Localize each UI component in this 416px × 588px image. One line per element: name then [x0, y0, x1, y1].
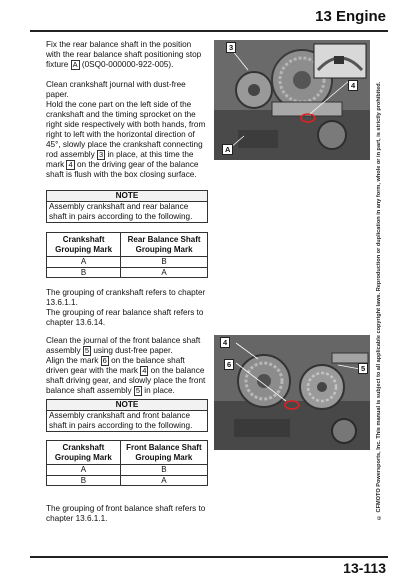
section1-step2: Clean crankshaft journal with dust-free paper. [46, 80, 186, 99]
copyright-notice: © CFMOTO Powersports, Inc. This manual is subject to all applicable copyright laws. Reproduction or duplication in any form, whole or in part, is strictly prohibited. [376, 81, 382, 520]
page-number: 13-113 [343, 560, 386, 576]
section2-text [46, 336, 208, 396]
step-text: in place. [144, 386, 175, 395]
section2-step1 [46, 336, 208, 356]
engine-photo-illustration [214, 40, 370, 160]
table-row [47, 465, 208, 476]
callout-label: 4 [220, 337, 230, 348]
callout-ref: 5 [84, 346, 90, 355]
table-cell: B [47, 267, 121, 278]
section1-step1 [46, 40, 208, 70]
callout-label: 3 [226, 42, 236, 53]
grouping-note: The grouping of front balance shaft refers to chapter 13.6.1.1. [46, 504, 206, 523]
table-row [47, 475, 208, 486]
note-title: NOTE [47, 191, 207, 202]
section1-text [46, 40, 208, 180]
step-text: in place, at this time the mark [46, 150, 194, 169]
callout-label: 5 [358, 363, 368, 374]
figure-crankshaft-install [214, 40, 370, 160]
callout-ref: 6 [102, 356, 107, 365]
section1-grouping-text [46, 288, 208, 328]
note-box [46, 399, 208, 432]
table-cell: A [120, 475, 207, 486]
table-cell: A [47, 257, 121, 268]
section2-step2 [46, 356, 208, 396]
table-row [47, 257, 208, 268]
section2-grouping-text [46, 504, 208, 524]
table-row [47, 267, 208, 278]
table-cell: A [47, 465, 121, 476]
table-header-row [47, 441, 208, 465]
grouping-note: The grouping of crankshaft refers to chapter 13.6.1.1. [46, 288, 206, 307]
table-header-row [47, 233, 208, 257]
table-cell: B [121, 257, 208, 268]
table-header: Crankshaft Grouping Mark [47, 441, 121, 465]
callout-ref: 3 [98, 150, 104, 159]
step-text: on the balance shaft driven gear with the mark [46, 356, 185, 375]
grouping-table [46, 440, 208, 486]
step-text: Align the mark [46, 356, 99, 365]
step-text: Fix the rear balance shaft in the position with the rear balance shaft positioning stop fixture [46, 40, 202, 69]
header-rule [30, 30, 388, 32]
note-title: NOTE [47, 400, 207, 411]
callout-ref: 5 [135, 386, 141, 395]
callout-ref: 4 [68, 160, 73, 169]
step-text: using dust-free paper. [93, 346, 173, 355]
callout-ref: A [72, 60, 78, 69]
note-box [46, 190, 208, 223]
table-header: Rear Balance Shaft Grouping Mark [121, 233, 208, 257]
section1-step3 [46, 100, 208, 180]
step-text: Hold the cone part on the left side of the crankshaft and the timing sprocket on the right side respectively with both hands, from right to left with the horizontal direction of 45°, slowly place the crankshaft connecting rod assembly [46, 100, 206, 159]
table-cell: B [47, 475, 121, 486]
callout-label: A [222, 144, 233, 155]
engine-photo-illustration [214, 335, 370, 450]
figure-front-balance-shaft [214, 335, 370, 450]
grouping-note: The grouping of rear balance shaft refers to chapter 13.6.14. [46, 308, 204, 327]
table-header: Crankshaft Grouping Mark [47, 233, 121, 257]
grouping-table [46, 232, 208, 278]
callout-label: 6 [224, 359, 234, 370]
header-title: 13 Engine [315, 8, 386, 25]
table-header: Front Balance Shaft Grouping Mark [120, 441, 207, 465]
step-text: (0SQ0-000000-922-005). [81, 60, 174, 69]
step-text: Clean the journal of the front balance shaft assembly [46, 336, 201, 355]
footer-rule [30, 556, 388, 558]
callout-label: 4 [348, 80, 358, 91]
step-text: on the balance shaft driving gear, and slowly place the front balance shaft assembly [46, 366, 206, 395]
step-text: on the driving gear of the balance shaft is flush with the box closing surface. [46, 160, 199, 179]
table-cell: B [120, 465, 207, 476]
table-cell: A [121, 267, 208, 278]
callout-ref: 4 [142, 366, 147, 375]
note-body: Assembly crankshaft and front balance shaft in pairs according to the following. [49, 411, 193, 430]
note-body: Assembly crankshaft and rear balance shaft in pairs according to the following. [49, 202, 193, 221]
